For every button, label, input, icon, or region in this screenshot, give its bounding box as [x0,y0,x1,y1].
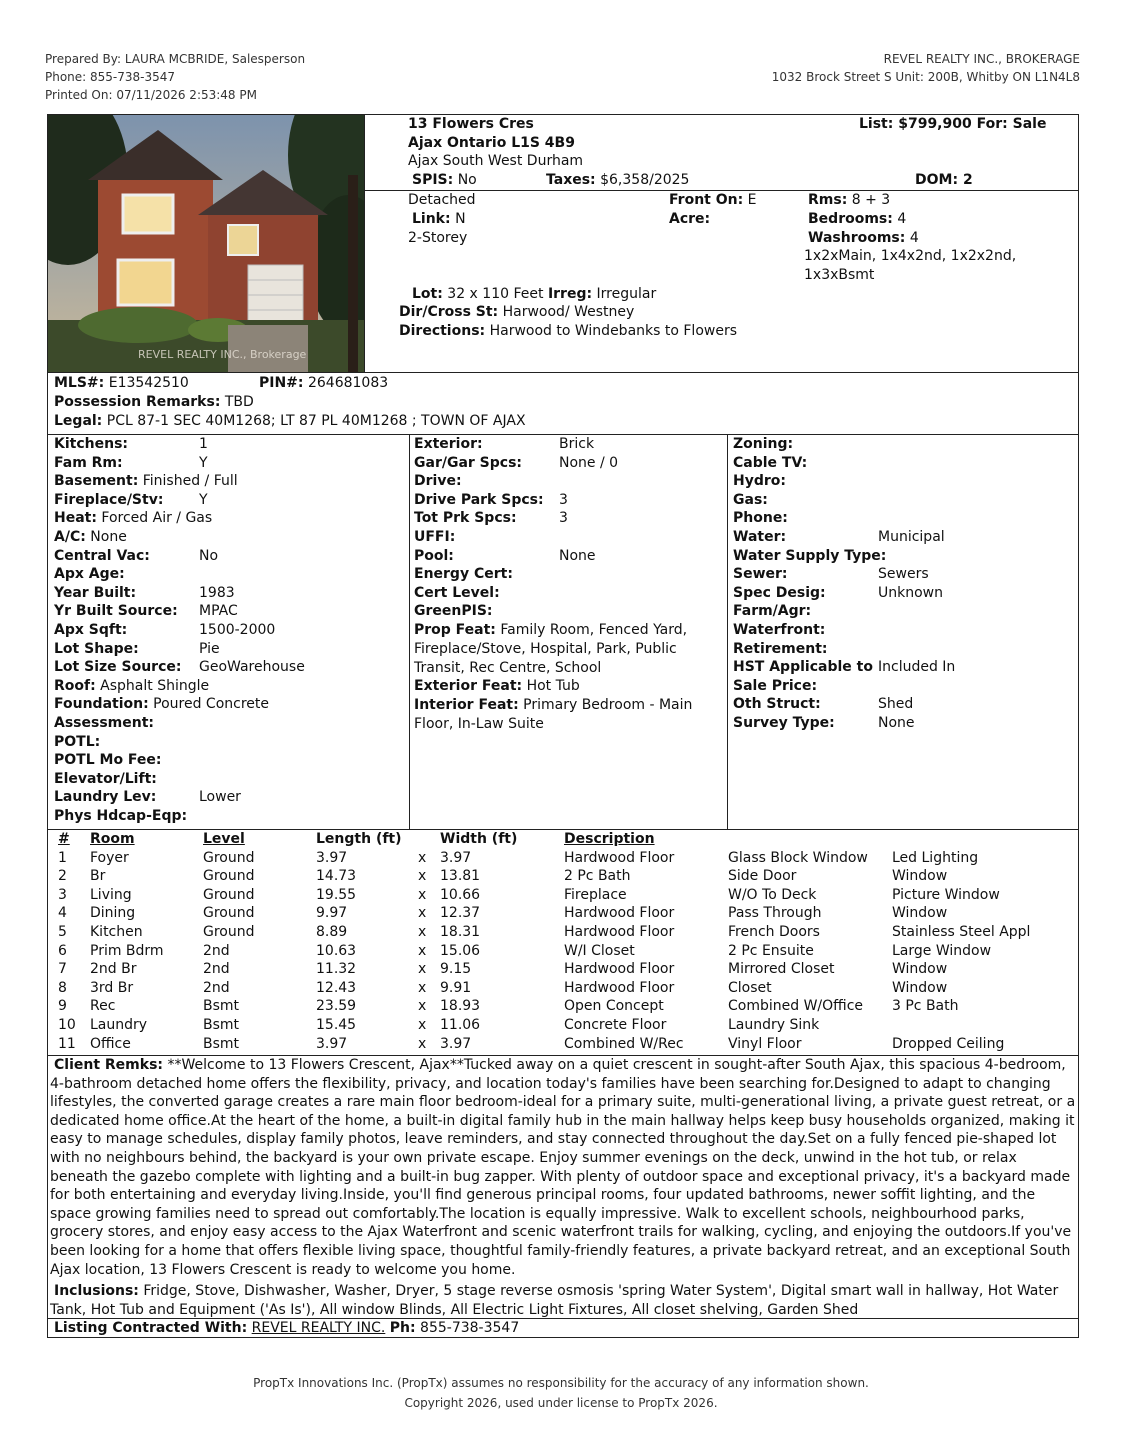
front-on [669,191,757,210]
room-description-1: Combined W/Rec [564,1035,684,1052]
room-name: Office [90,1035,131,1052]
bedrooms [808,210,906,229]
detail-retirement-label: Retirement: [733,640,828,657]
front-on-value: E [747,192,757,208]
detail-lot-shape-label: Lot Shape: [54,640,139,657]
room-level: Bsmt [203,1035,240,1052]
room-length: 12.43 [316,979,357,996]
rooms-header-description: Description [564,831,655,847]
detail-sewer-value: Sewers [878,566,929,583]
detail-potl-label: POTL: [54,733,101,750]
brokerage-name: REVEL REALTY INC., BROKERAGE [883,52,1080,66]
taxes-value: $6,358/2025 [600,172,690,188]
directions [399,322,737,341]
room-description-1: Hardwood Floor [564,905,675,922]
detail-hydro-label: Hydro: [733,473,786,490]
room-width: 11.06 [440,1017,481,1033]
room-width: 15.06 [440,942,481,959]
room-description-3: Window [892,868,948,885]
room-name: 2nd Br [90,961,137,978]
room-level: Ground [203,905,255,922]
room-description-3: 3 Pc Bath [892,998,959,1015]
detail-spec-desig-label: Spec Desig: [733,584,826,601]
room-description-2: French Doors [728,924,820,940]
lot-size [412,285,656,304]
spis-label: SPIS: [412,172,454,188]
room-level: 2nd [203,961,230,978]
room-description-3: Window [892,905,948,922]
contracted-label: Listing Contracted With: [54,1320,248,1336]
detail-phys-hdcap-eqp-label: Phys Hdcap-Eqp: [54,808,188,824]
detail-gar-gar-spcs-value: None / 0 [559,454,619,471]
room-width: 18.93 [440,998,481,1015]
bedrooms-label: Bedrooms: [808,211,893,227]
list-price-line [859,115,1046,134]
mls-label: MLS#: [54,375,105,391]
room-description-2: Closet [728,979,772,996]
rms-label: Rms: [808,192,848,208]
client-remarks-label: Client Remks: [54,1057,164,1073]
room-width: 3.97 [440,1035,472,1052]
room-description-1: Concrete Floor [564,1017,667,1033]
agent-phone: Phone: 855-738-3547 [45,70,176,84]
list-label: List: [859,116,894,132]
detail-apx-sqft-label: Apx Sqft: [54,622,128,638]
for-label: For: [976,116,1008,132]
lot-value: 32 x 110 Feet [447,286,544,302]
interior-feat-line-1 [414,696,692,715]
room-num: 1 [58,849,67,866]
detail-oth-struct-label: Oth Struct: [733,696,821,713]
room-name: Foyer [90,849,129,866]
detail-pool-value: None [559,547,596,564]
room-dimension-x: x [418,905,427,922]
detail-gas-label: Gas: [733,491,768,508]
detail-roof-label: Roof: [54,677,96,694]
listing-contracted [54,1319,519,1338]
detail-uffi-label: UFFI: [414,529,456,545]
room-dimension-x: x [418,979,427,996]
room-dimension-x: x [418,868,427,885]
detail-basement-value: Finished / Full [142,473,238,490]
room-description-2: Combined W/Office [728,998,864,1015]
irreg-label: Irreg: [547,286,593,302]
room-length: 15.45 [316,1017,357,1033]
rooms-header-num: # [58,831,70,847]
room-length: 14.73 [316,868,357,885]
room-description-3: Large Window [892,942,992,959]
detail-energy-cert-label: Energy Cert: [414,566,513,583]
room-num: 5 [58,924,67,940]
listing-area: Ajax South West Durham [408,153,584,170]
exterior-feat-value: Hot Tub [526,678,580,694]
room-width: 18.31 [440,924,481,940]
room-description-3: Window [892,961,948,978]
room-dimension-x: x [418,1017,427,1033]
rms-value: 8 + 3 [851,192,891,208]
detail-exterior-value: Brick [559,436,595,452]
divider [727,434,728,829]
detail-water-value: Municipal [878,529,945,545]
legal-label: Legal: [54,413,103,429]
listing-city: Ajax Ontario L1S 4B9 [408,134,575,151]
possession-value: TBD [224,394,254,410]
legal-description [54,412,526,431]
room-name: Laundry [90,1017,148,1033]
pin-label: PIN#: [259,375,304,391]
rooms-header-length: Length (ft) [316,831,402,847]
detail-kitchens-value: 1 [199,436,208,452]
detail-gar-gar-spcs-label: Gar/Gar Spcs: [414,454,523,471]
room-length: 9.97 [316,905,348,922]
printed-on: Printed On: 07/11/2026 2:53:48 PM [45,88,257,102]
room-description-3: Stainless Steel Appl [892,924,1031,940]
room-level: 2nd [203,979,230,996]
room-num: 2 [58,868,67,885]
detail-laundry-lev-value: Lower [199,789,241,806]
room-description-1: Fireplace [564,886,627,903]
detail-central-vac-value: No [199,547,219,564]
detail-basement-label: Basement: [54,473,139,490]
interior-feat-label: Interior Feat: [414,697,519,713]
room-dimension-x: x [418,942,427,959]
detail-kitchens-label: Kitchens: [54,436,128,452]
prop-feat-label: Prop Feat: [414,622,496,638]
room-description-1: Open Concept [564,998,664,1015]
detail-lot-size-source-label: Lot Size Source: [54,659,182,676]
room-dimension-x: x [418,1035,427,1052]
detail-yr-built-source-label: Yr Built Source: [54,603,178,620]
detail-foundation-label: Foundation: [54,696,149,713]
room-length: 23.59 [316,998,357,1015]
detail-cable-tv-label: Cable TV: [733,454,808,471]
detail-fireplace-stv-value: Y [199,491,208,508]
rooms-count [808,191,890,210]
detail-tot-prk-spcs-label: Tot Prk Spcs: [414,510,517,527]
detail-lot-size-source-value: GeoWarehouse [199,659,305,676]
dom-label: DOM: [915,172,959,188]
detail-water-label: Water: [733,529,787,545]
detail-cert-level-label: Cert Level: [414,584,500,601]
acre-label: Acre: [669,211,711,227]
room-description-1: Hardwood Floor [564,849,675,866]
room-description-1: Hardwood Floor [564,924,675,940]
directions-value: Harwood to Windebanks to Flowers [489,323,737,339]
room-name: Br [90,868,106,885]
divider [409,434,410,829]
detail-heat [54,509,212,528]
interior-feat-line-2: Floor, In-Law Suite [414,716,544,732]
detail-laundry-lev-label: Laundry Lev: [54,789,157,806]
detail-lot-shape-value: Pie [199,640,220,657]
room-name: Dining [90,905,136,922]
washrooms-label: Washrooms: [808,230,906,246]
rooms-header-width: Width (ft) [440,831,518,847]
room-width: 3.97 [440,849,472,866]
detail-roof [54,677,209,696]
room-length: 19.55 [316,886,357,903]
detail-yr-built-source-value: MPAC [199,603,238,620]
dom [915,171,973,190]
bedrooms-value: 4 [897,211,907,227]
detail-assessment-label: Assessment: [54,715,155,731]
pin-value: 264681083 [307,375,389,391]
room-description-3: Dropped Ceiling [892,1035,1005,1052]
washrooms-value: 4 [909,230,919,246]
detail-apx-age-label: Apx Age: [54,566,125,583]
room-level: Bsmt [203,1017,240,1033]
detail-apx-sqft-value: 1500-2000 [199,622,276,638]
detail-fireplace-stv-label: Fireplace/Stv: [54,491,164,508]
room-num: 8 [58,979,67,996]
room-width: 10.66 [440,886,481,903]
detail-a-c-value: None [90,529,127,545]
property-type: Detached [408,192,476,208]
detail-year-built-value: 1983 [199,584,235,601]
rooms-header-level: Level [203,831,245,847]
detail-sewer-label: Sewer: [733,566,788,583]
detail-spec-desig-value: Unknown [878,584,943,601]
room-num: 6 [58,942,67,959]
photo-watermark: REVEL REALTY INC., Brokerage [138,348,307,361]
interior-feat-value-1: Primary Bedroom - Main [523,697,693,713]
room-description-1: Hardwood Floor [564,961,675,978]
link-value: N [455,211,466,227]
room-dimension-x: x [418,961,427,978]
house-photo-illustration [48,115,364,372]
divider [364,115,365,372]
detail-waterfront-label: Waterfront: [733,622,826,638]
room-num: 3 [58,886,67,903]
footer-copyright: Copyright 2026, used under license to PropTx 2026. [404,1396,718,1410]
for-value: Sale [1012,116,1047,132]
detail-elevator-lift-label: Elevator/Lift: [54,770,157,787]
room-dimension-x: x [418,998,427,1015]
detail-pool-label: Pool: [414,547,454,564]
possession-remarks [54,393,254,412]
lot-label: Lot: [412,286,443,302]
room-description-3: Picture Window [892,886,1000,903]
detail-greenpis-label: GreenPIS: [414,603,493,620]
taxes-label: Taxes: [546,172,596,188]
list-price: $799,900 [898,116,972,132]
inclusions-text: Fridge, Stove, Dishwasher, Washer, Dryer, 5 stage reverse osmosis 'spring Water System', Digital smart wall in hallway, Hot Water Tank, Hot Tub and Equipment ('As Is'), All window Blinds, All Electric Light Fixtures, All closet shelving, Garden Shed [50,1283,1059,1318]
detail-zoning-label: Zoning: [733,436,794,452]
detail-heat-value: Forced Air / Gas [101,510,213,527]
detail-oth-struct-value: Shed [878,696,914,713]
link [412,210,466,229]
property-photo[interactable] [48,115,364,372]
prop-feat-line-1 [414,621,687,640]
prop-feat-value-1: Family Room, Fenced Yard, [500,622,688,638]
washrooms-detail-1: 1x2xMain, 1x4x2nd, 1x2x2nd, [804,248,1017,264]
possession-label: Possession Remarks: [54,394,221,410]
detail-basement [54,472,238,491]
detail-foundation-value: Poured Concrete [153,696,270,713]
detail-year-built-label: Year Built: [54,584,137,601]
detail-hst-applicable-to-value: Included In [878,659,956,676]
taxes [546,171,689,190]
detail-roof-value: Asphalt Shingle [100,677,210,694]
room-num: 11 [58,1035,76,1052]
room-level: 2nd [203,942,230,959]
detail-heat-label: Heat: [54,510,97,527]
room-description-2: Glass Block Window [728,849,868,866]
spis [412,171,477,190]
cross-street [399,303,634,322]
room-name: Kitchen [90,924,143,940]
prop-feat-line-2: Fireplace/Stove, Hospital, Park, Public [414,641,677,657]
room-width: 9.15 [440,961,472,978]
dom-value: 2 [962,172,973,188]
room-length: 3.97 [316,849,348,866]
room-length: 11.32 [316,961,357,978]
inclusions [48,1282,1078,1319]
room-name: Rec [90,998,116,1015]
rooms-header-room: Room [90,831,135,847]
room-level: Ground [203,886,255,903]
detail-a-c [54,528,127,547]
detail-phone-label: Phone: [733,510,788,527]
listing-address: 13 Flowers Cres [408,116,534,132]
detail-drive-park-spcs-label: Drive Park Spcs: [414,491,544,508]
property-style: 2-Storey [408,230,468,246]
room-name: Prim Bdrm [90,942,164,959]
contracted-phone-label: Ph: [389,1320,416,1336]
detail-potl-mo-fee-label: POTL Mo Fee: [54,752,162,769]
room-description-1: Hardwood Floor [564,979,675,996]
detail-farm-agr-label: Farm/Agr: [733,603,812,620]
detail-drive-park-spcs-value: 3 [559,491,568,508]
room-description-2: 2 Pc Ensuite [728,942,814,959]
inclusions-label: Inclusions: [54,1283,139,1299]
room-description-2: Pass Through [728,905,822,922]
detail-tot-prk-spcs-value: 3 [559,510,568,527]
client-remarks [48,1056,1078,1279]
room-width: 9.91 [440,979,472,996]
room-name: Living [90,886,132,903]
cross-label: Dir/Cross St: [399,304,499,320]
exterior-feat-label: Exterior Feat: [414,678,523,694]
room-description-2: Mirrored Closet [728,961,835,978]
prepared-by-block [45,50,305,104]
detail-survey-type-value: None [878,715,915,731]
detail-water-supply-type-label: Water Supply Type: [733,547,887,564]
detail-a-c-label: A/C: [54,529,86,545]
detail-central-vac-label: Central Vac: [54,547,150,564]
room-length: 10.63 [316,942,357,959]
room-description-1: 2 Pc Bath [564,868,631,885]
room-level: Ground [203,868,255,885]
room-description-3: Led Lighting [892,849,979,866]
spis-value: No [457,172,477,188]
room-length: 3.97 [316,1035,348,1052]
room-length: 8.89 [316,924,348,940]
room-dimension-x: x [418,849,427,866]
detail-exterior-label: Exterior: [414,436,483,452]
room-name: 3rd Br [90,979,134,996]
room-width: 12.37 [440,905,481,922]
room-level: Ground [203,849,255,866]
room-num: 7 [58,961,67,978]
room-description-2: Side Door [728,868,797,885]
detail-survey-type-label: Survey Type: [733,715,835,731]
mls-number [54,374,189,393]
room-description-3: Window [892,979,948,996]
irreg-value: Irregular [596,286,657,302]
detail-fam-rm-label: Fam Rm: [54,454,123,471]
divider [48,372,1078,373]
room-description-2: W/O To Deck [728,886,817,903]
room-num: 9 [58,998,67,1015]
directions-label: Directions: [399,323,486,339]
cross-value: Harwood/ Westney [502,304,635,320]
legal-value: PCL 87-1 SEC 40M1268; LT 87 PL 40M1268 ; TOWN OF AJAX [106,413,526,429]
room-description-1: W/I Closet [564,942,635,959]
prepared-by: Prepared By: LAURA MCBRIDE, Salesperson [45,52,306,66]
link-label: Link: [412,211,451,227]
room-description-2: Vinyl Floor [728,1035,802,1052]
footer-disclaimer: PropTx Innovations Inc. (PropTx) assumes no responsibility for the accuracy of any information shown. [253,1376,869,1390]
room-level: Ground [203,924,255,940]
detail-fam-rm-value: Y [199,454,208,471]
front-on-label: Front On: [669,192,744,208]
brokerage-address: 1032 Brock Street S Unit: 200B, Whitby ON L1N4L8 [771,70,1080,84]
mls-value: E13542510 [108,375,189,391]
room-num: 4 [58,905,67,922]
washrooms [808,229,919,248]
contracted-brokerage-link[interactable]: REVEL REALTY INC. [251,1320,386,1336]
detail-drive-label: Drive: [414,473,462,490]
room-level: Bsmt [203,998,240,1015]
pin-number [259,374,388,393]
room-width: 13.81 [440,868,481,885]
room-num: 10 [58,1017,76,1033]
brokerage-block [772,50,1080,86]
washrooms-detail-2: 1x3xBsmt [804,267,875,283]
detail-hst-applicable-to-label: HST Applicable to [733,659,873,676]
exterior-feat [414,677,580,696]
contracted-phone: 855-738-3547 [420,1320,520,1336]
client-remarks-text: **Welcome to 13 Flowers Crescent, Ajax**Tucked away on a quiet crescent in sought-after South Ajax, this spacious 4-bedroom, 4-bathroom detached home offers the flexibility, privacy, and location today's families have been searching for.Designed to adapt to changing lifestyles, the converted garage creates a rare main floor bedroom-ideal for a primary suite, multi-generational living, a private guest retreat, or a dedicated home office.At the heart of the home, a built-in digital family hub in the main hallway helps keep busy households organized, making it easy to manage schedules, display family photos, leave reminders, and stay connected throughout the day.Set on a fully fenced pie-shaped lot with no neighbours behind, the backyard is your own private escape. Enjoy summer evenings on the deck, unwind in the hot tub, or relax beneath the gazebo complete with lighting and a built-in bug zapper. With plenty of outdoor space and exceptional privacy, it's a backyard made for both entertaining and everyday living.Inside, you'll find generous principal rooms, four updated bathrooms, newer soffit lighting, and the space growing families need to spread out comfortably.The location is equally impressive. Walk to excellent schools, neighbourhood parks, grocery stores, and enjoy easy access to the Ajax Waterfront and scenic waterfront trails for walking, cycling, and enjoying the outdoors.If you've been looking for a home that offers flexible living space, thoughtful family-friendly features, a private backyard retreat, and an exceptional South Ajax location, 13 Flowers Crescent is ready to welcome you home. [50,1057,1076,1278]
listing-sheet [47,114,1079,1338]
room-dimension-x: x [418,886,427,903]
detail-foundation [54,695,269,714]
prop-feat-line-3: Transit, Rec Centre, School [414,660,602,676]
detail-sale-price-label: Sale Price: [733,677,818,694]
room-dimension-x: x [418,924,427,940]
room-description-2: Laundry Sink [728,1017,820,1033]
footer [0,1373,1122,1413]
